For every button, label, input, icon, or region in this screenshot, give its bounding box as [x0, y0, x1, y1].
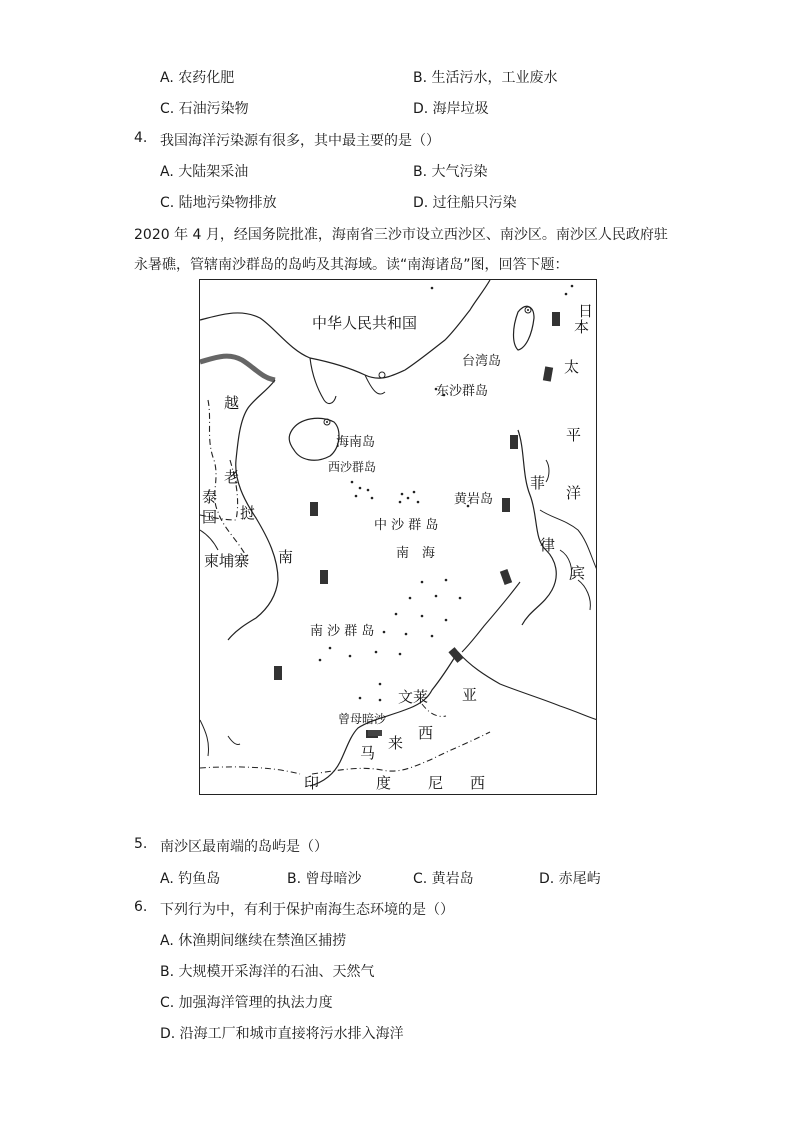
label-thailand-2: 国 [202, 508, 218, 526]
label-malaysia-2: 西 [418, 724, 434, 742]
label-hainan: 海南岛 [336, 435, 376, 450]
q3-option-b: B. 生活污水，工业废水 [413, 70, 558, 86]
label-laos-1: 老 [224, 468, 240, 486]
dash-line-4 [502, 498, 510, 512]
label-thailand-1: 泰 [202, 488, 218, 506]
dash-line-9 [320, 570, 328, 584]
q5-stem: 南沙区最南端的岛屿是（） [160, 839, 328, 855]
dash-line-2 [543, 366, 553, 381]
q5-option-a: A. 钓鱼岛 [160, 871, 221, 887]
label-indonesia-1: 印 [304, 774, 320, 792]
q6-option-b: B. 大规模开采海洋的石油、天然气 [160, 964, 375, 980]
label-vietnam-1: 越 [224, 394, 240, 412]
q6-option-c: C. 加强海洋管理的执法力度 [160, 995, 333, 1011]
intro-line-2: 永暑礁，管辖南沙群岛的岛屿及其海域。读“南海诸岛”图，回答下题： [134, 257, 569, 273]
label-nansha: 南 沙 群 岛 [310, 624, 375, 639]
label-south-sea: 南 海 [396, 546, 436, 561]
label-indonesia-4: 西 [470, 774, 486, 792]
label-japan-2: 本 [574, 318, 590, 336]
label-xisha: 西沙群岛 [328, 460, 377, 474]
label-taiwan: 台湾岛 [462, 354, 502, 369]
intro-line-1: 2020 年 4 月，经国务院批准，海南省三沙市设立西沙区、南沙区。南沙区人民政府驻 [134, 227, 668, 243]
q4-option-a: A. 大陆架采油 [160, 164, 249, 180]
label-pacific-1: 太 [564, 358, 580, 376]
south-china-sea-map [199, 279, 597, 795]
q6-option-d: D. 沿海工厂和城市直接将污水排入海洋 [160, 1026, 404, 1042]
q5-option-b: B. 曾母暗沙 [287, 871, 362, 887]
q5-option-c: C. 黄岩岛 [413, 871, 474, 887]
dash-line-5 [500, 569, 512, 585]
q4-number: 4. [134, 130, 148, 146]
label-huangyan: 黄岩岛 [454, 492, 494, 507]
label-cambodia: 柬埔寨 [204, 552, 250, 570]
label-zhongsha: 中 沙 群 岛 [374, 518, 439, 533]
q5-option-d: D. 赤尾屿 [539, 871, 601, 887]
q4-option-d: D. 过往船只污染 [413, 195, 517, 211]
q5-number: 5. [134, 836, 148, 852]
dash-line-8 [274, 666, 282, 680]
dash-line-1 [552, 312, 560, 326]
label-philippines-2: 律 [540, 536, 556, 554]
label-malaysia-1: 亚 [462, 686, 478, 704]
label-zengmu: 曾母暗沙 [338, 712, 387, 726]
q4-option-c: C. 陆地污染物排放 [160, 195, 277, 211]
label-vietnam-2: 南 [278, 548, 294, 566]
label-malaysia-4: 来 [388, 734, 404, 752]
label-pacific-3: 洋 [566, 484, 582, 502]
q6-stem: 下列行为中，有利于保护南海生态环境的是（） [160, 902, 454, 918]
label-indonesia-3: 尼 [428, 774, 444, 792]
label-pacific-2: 平 [566, 426, 582, 444]
q3-option-a: A. 农药化肥 [160, 70, 235, 86]
q3-option-c: C. 石油污染物 [160, 101, 249, 117]
q4-option-b: B. 大气污染 [413, 164, 488, 180]
q4-stem: 我国海洋污染源有很多，其中最主要的是（） [160, 133, 440, 149]
label-philippines-1: 菲 [530, 474, 546, 492]
dash-line-3 [510, 435, 518, 449]
q6-number: 6. [134, 899, 148, 915]
q3-option-d: D. 海岸垃圾 [413, 101, 489, 117]
q6-option-a: A. 休渔期间继续在禁渔区捕捞 [160, 933, 347, 949]
label-japan-1: 日 [578, 302, 594, 320]
label-malaysia-3: 马 [360, 744, 376, 762]
label-brunei: 文莱 [398, 688, 429, 706]
label-philippines-3: 宾 [570, 564, 586, 582]
dash-line-10 [310, 502, 318, 516]
label-china: 中华人民共和国 [312, 314, 418, 332]
map-drawing [200, 280, 597, 795]
label-laos-2: 挝 [240, 504, 256, 522]
label-dongsha: 东沙群岛 [436, 384, 489, 399]
label-indonesia-2: 度 [376, 774, 392, 792]
